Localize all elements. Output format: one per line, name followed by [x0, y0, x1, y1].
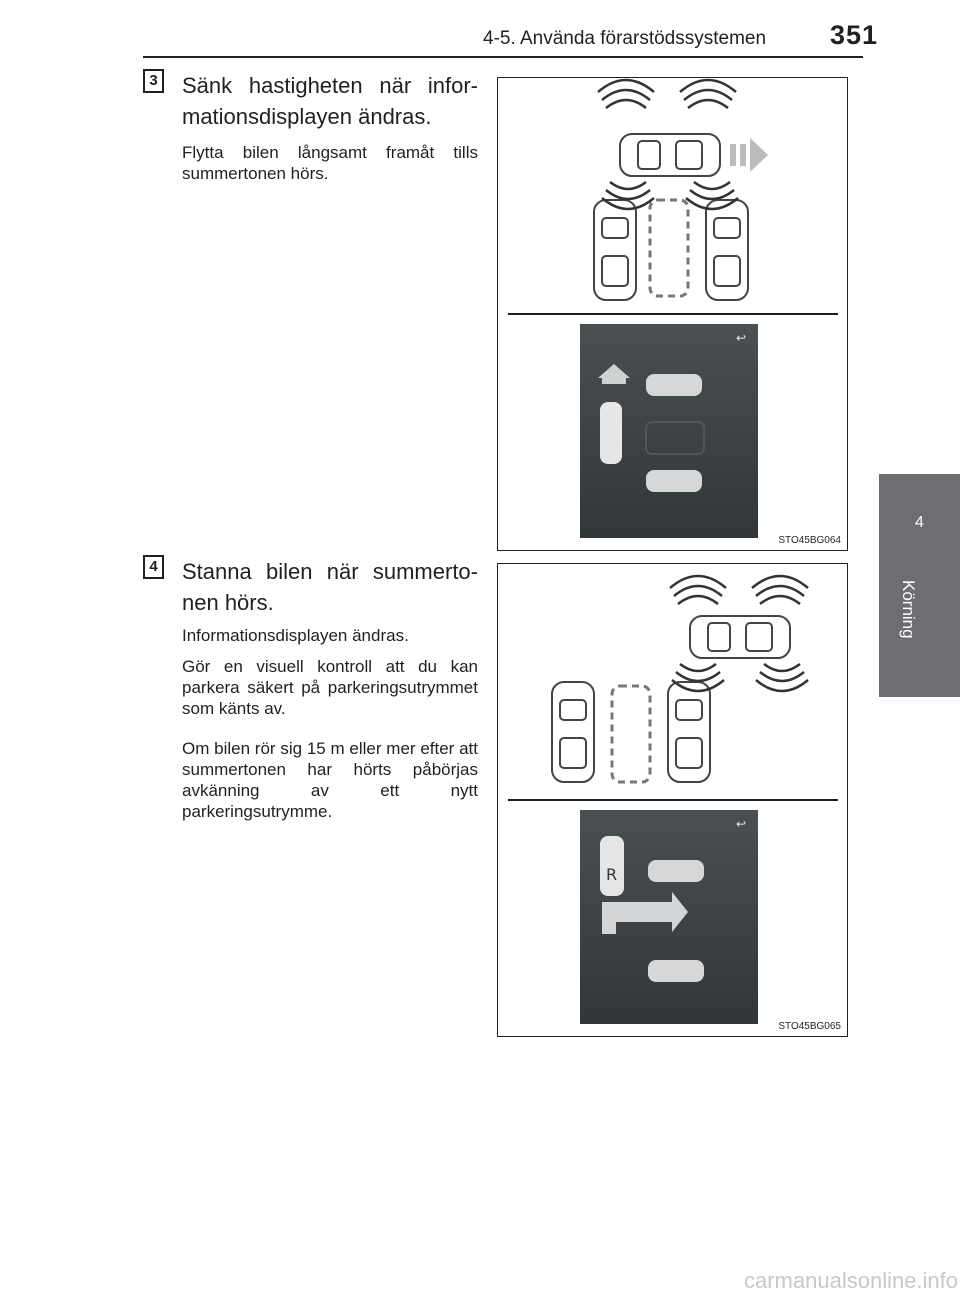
- display-parked-car-icon: [646, 470, 702, 492]
- parked-car-left: [594, 200, 636, 300]
- figure-code: STO45BG065: [778, 1021, 841, 1032]
- return-icon: ↩: [736, 331, 747, 345]
- step-title-line: Sänk hastigheten när infor-: [182, 73, 478, 98]
- step-number-box: 4: [143, 555, 164, 579]
- display-parked-car-icon: [646, 374, 702, 396]
- parking-space-outline: [612, 686, 650, 782]
- chapter-title-wrap: [899, 580, 960, 639]
- header-rule: [143, 56, 863, 58]
- info-display: [580, 810, 758, 1024]
- parking-diagram: [498, 564, 847, 1036]
- figure-code: STO45BG064: [778, 535, 841, 546]
- forward-arrow-icon: [730, 138, 768, 172]
- step-paragraph: Flytta bilen långsamt framåt tills summertonen hörs.: [182, 143, 478, 183]
- info-display: [580, 324, 758, 538]
- step-title: [182, 556, 478, 618]
- chapter-number: 4: [915, 514, 924, 531]
- step-paragraph: Informationsdisplayen ändras.: [182, 626, 409, 645]
- step-title: [182, 70, 478, 132]
- display-parked-car-icon: [648, 960, 704, 982]
- step-title-line: mationsdisplayen ändras.: [182, 104, 432, 129]
- page-number: 351: [830, 20, 879, 50]
- step-title-line: Stanna bilen när summerto-: [182, 559, 478, 584]
- parked-car-right: [668, 682, 710, 782]
- illustration-figure: [497, 77, 848, 551]
- parked-car-right: [706, 200, 748, 300]
- chapter-title: Körning: [899, 580, 918, 639]
- parked-car-left: [552, 682, 594, 782]
- moving-car: [620, 134, 720, 176]
- section-title: 4-5. Använda förarstödssystemen: [483, 28, 767, 49]
- step-title-line: nen hörs.: [182, 590, 274, 615]
- watermark: carmanualsonline.info: [744, 1268, 959, 1293]
- step-paragraph: Om bilen rör sig 15 m eller mer efter att summertonen har hörts påbörjas avkänning av ett nytt parkeringsutrymme.: [182, 739, 478, 821]
- return-icon: ↩: [736, 817, 747, 831]
- step-number-box: 3: [143, 69, 164, 93]
- step-paragraph: Gör en visuell kontroll att du kan parkera säkert på parkeringsutrymmet som känts av.: [182, 657, 478, 718]
- illustration-figure: [497, 563, 848, 1037]
- moving-car: [690, 616, 790, 658]
- display-parked-car-icon: [648, 860, 704, 882]
- parking-space-outline: [650, 200, 688, 296]
- gear-r-label: R: [606, 865, 618, 884]
- parking-diagram: [498, 78, 847, 550]
- own-car-icon: [600, 402, 622, 464]
